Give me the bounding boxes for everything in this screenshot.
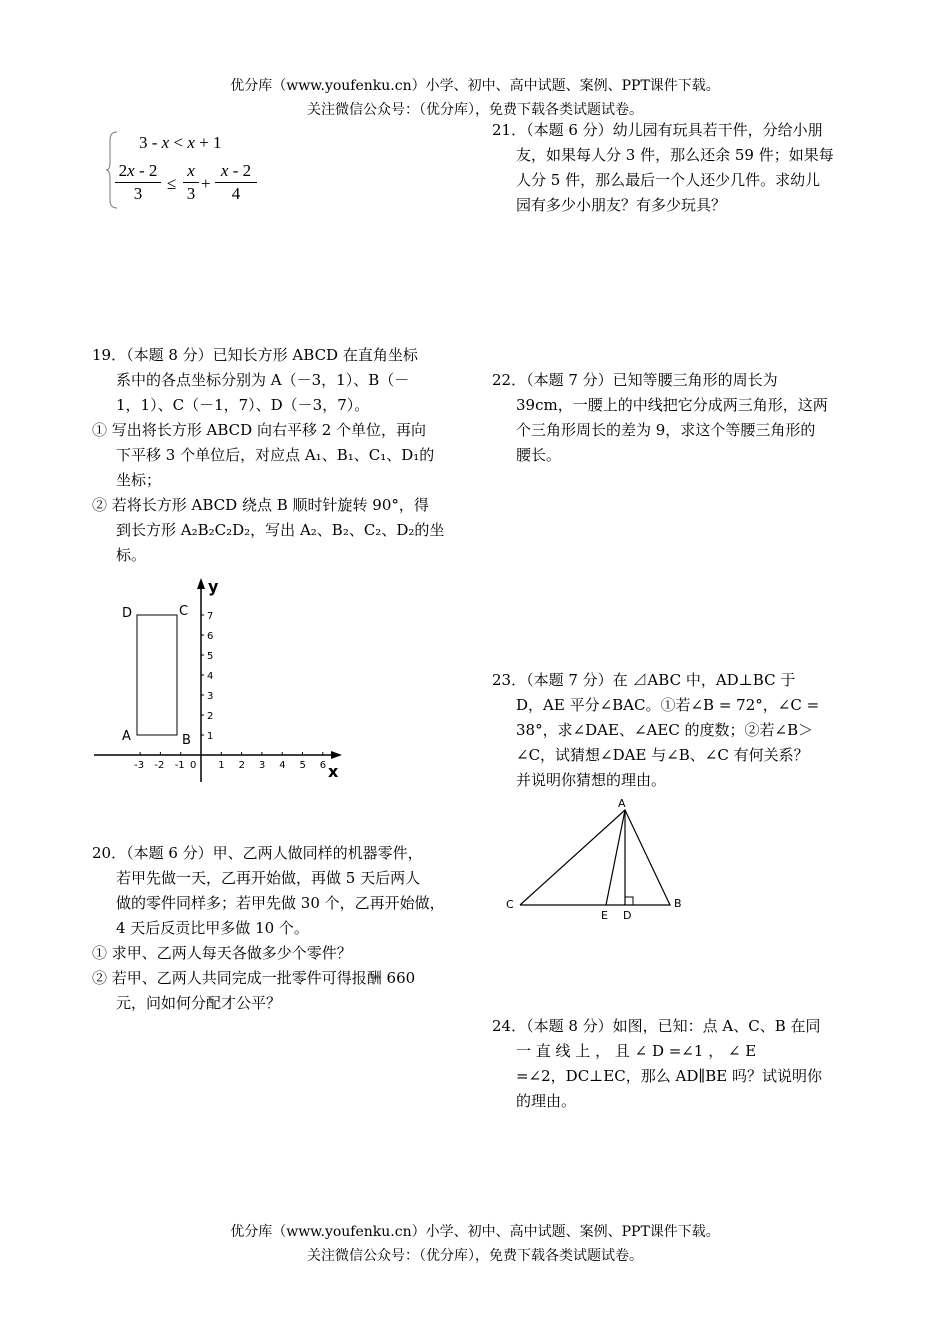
y-axis-label: y bbox=[208, 577, 219, 596]
triangle-figure bbox=[500, 795, 700, 925]
f1-denominator: 3 bbox=[133, 184, 143, 203]
point-label-c: C bbox=[179, 604, 189, 619]
point-label-e: E bbox=[601, 909, 608, 922]
inequality-line-1 bbox=[139, 130, 221, 155]
q20-part-1: ① 求甲、乙两人每天各做多少个零件？ bbox=[92, 944, 352, 962]
x-tick-label: 6 bbox=[319, 760, 327, 771]
x-tick-label: 1 bbox=[218, 760, 225, 771]
q21-line-2: 友，如果每人分 3 件，那么还余 59 件；如果每 bbox=[516, 146, 834, 164]
q20-line-3: 做的零件同样多；若甲先做 30 个，乙再开始做， bbox=[116, 894, 445, 912]
fraction-3 bbox=[215, 160, 257, 205]
point-label-d: D bbox=[122, 606, 133, 621]
q21-line-3: 人分 5 件，那么最后一个人还少几件。求幼儿 bbox=[516, 171, 821, 189]
coordinate-graph bbox=[90, 572, 350, 787]
plus-sign: + bbox=[201, 174, 211, 193]
eq1-var-2: x bbox=[187, 133, 195, 152]
x-tick-label: 2 bbox=[238, 760, 245, 771]
y-tick-label: 3 bbox=[207, 691, 214, 702]
eq1-less-than: < bbox=[173, 133, 184, 152]
leq-sign: ≤ bbox=[167, 174, 177, 193]
f1-var: x bbox=[127, 161, 135, 180]
q22-line-1: 22．（本题 7 分）已知等腰三角形的周长为 bbox=[492, 371, 778, 389]
eq1-right: + 1 bbox=[199, 133, 222, 152]
q23-line-3: 38°，求∠DAE、∠AEC 的度数；②若∠B＞ bbox=[516, 721, 814, 739]
q24-line-2: 一 直 线 上 ， 且 ∠ D =∠1 ， ∠ E bbox=[516, 1042, 757, 1060]
right-angle-mark bbox=[625, 897, 633, 905]
q22-line-2: 39cm，一腰上的中线把它分成两三角形，这两 bbox=[516, 396, 828, 414]
q24-line-3: =∠2，DC⊥EC，那么 AD∥BE 吗？试说明你 bbox=[516, 1067, 823, 1085]
q20-line-4: 4 天后反贡比甲多做 10 个。 bbox=[116, 919, 309, 937]
x-axis-label: x bbox=[328, 762, 339, 781]
page-footer-line-1: 优分库（www.youfenku.cn）小学、初中、高中试题、案例、PPT课件下载。 bbox=[230, 1224, 720, 1240]
x-tick-label: 5 bbox=[299, 760, 306, 771]
point-label-a: A bbox=[122, 729, 131, 744]
question-20 bbox=[92, 841, 462, 1016]
f2-denominator: 3 bbox=[186, 184, 196, 203]
f3-const: - 2 bbox=[232, 161, 252, 180]
question-23 bbox=[492, 668, 862, 793]
y-axis-arrow bbox=[197, 578, 205, 589]
y-tick-label: 1 bbox=[207, 731, 214, 742]
point-label-b: B bbox=[182, 733, 191, 748]
x-tick-label: -1 bbox=[174, 760, 185, 771]
eq1-left: 3 - bbox=[139, 133, 158, 152]
question-24 bbox=[492, 1014, 862, 1114]
page-header-line-2: 关注微信公众号：（优分库），免费下载各类试题试卷。 bbox=[307, 102, 643, 118]
y-tick-label: 5 bbox=[207, 651, 214, 662]
q23-line-1: 23．（本题 7 分）在 ⊿ABC 中，AD⊥BC 于 bbox=[492, 671, 796, 689]
question-21 bbox=[492, 118, 862, 218]
x-tick-label: -3 bbox=[134, 760, 145, 771]
question-22 bbox=[492, 368, 862, 468]
page-footer-line-2: 关注微信公众号：（优分库），免费下载各类试题试卷。 bbox=[307, 1248, 643, 1264]
q24-line-4: 的理由。 bbox=[516, 1092, 577, 1110]
x-tick-label: 4 bbox=[279, 760, 286, 771]
point-label-d: D bbox=[623, 909, 632, 922]
x-tick-label: 3 bbox=[258, 760, 266, 771]
x-tick-label: -2 bbox=[154, 760, 165, 771]
q19-part-1-line-3: 坐标； bbox=[116, 471, 162, 489]
q20-line-2: 若甲先做一天，乙再开始做，再做 5 天后两人 bbox=[116, 869, 421, 887]
vertex-label-b: B bbox=[674, 897, 682, 910]
x-axis-arrow bbox=[331, 751, 342, 759]
f3-var: x bbox=[220, 161, 229, 180]
q19-part-2-line-1: ② 若将长方形 ABCD 绕点 B 顺时针旋转 90°，得 bbox=[92, 496, 429, 514]
q24-line-1: 24．（本题 8 分）如图，已知：点 A、C、B 在同 bbox=[492, 1017, 821, 1035]
q22-line-3: 个三角形周长的差为 9，求这个等腰三角形的 bbox=[516, 421, 816, 439]
fraction-1 bbox=[115, 160, 161, 205]
y-tick-label: 6 bbox=[207, 631, 214, 642]
q20-line-1: 20．（本题 6 分）甲、乙两人做同样的机器零件， bbox=[92, 844, 423, 862]
y-tick-label: 4 bbox=[207, 671, 214, 682]
page-header-line-1: 优分库（www.youfenku.cn）小学、初中、高中试题、案例、PPT课件下载。 bbox=[230, 78, 720, 94]
f3-denominator: 4 bbox=[231, 184, 241, 203]
origin-label: 0 bbox=[190, 760, 197, 771]
y-tick-label: 7 bbox=[207, 611, 214, 622]
question-19 bbox=[92, 343, 462, 568]
q23-line-5: 并说明你猜想的理由。 bbox=[516, 771, 667, 789]
y-tick-label: 2 bbox=[207, 711, 214, 722]
f1-const: - 2 bbox=[138, 161, 158, 180]
q19-line-1: 19．（本题 8 分）已知长方形 ABCD 在直角坐标 bbox=[92, 346, 418, 364]
q19-line-3: 1，1）、C（－1，7）、D（－3，7）。 bbox=[116, 396, 370, 414]
f1-coef: 2 bbox=[118, 161, 128, 180]
q22-line-4: 腰长。 bbox=[516, 446, 562, 464]
q23-line-2: D，AE 平分∠BAC。①若∠B = 72°，∠C = bbox=[516, 696, 820, 714]
q20-part-2-line-1: ② 若甲、乙两人共同完成一批零件可得报酬 660 bbox=[92, 969, 416, 987]
q21-line-4: 园有多少小朋友？有多少玩具？ bbox=[516, 196, 727, 214]
f2-numerator: x bbox=[183, 160, 199, 183]
q19-part-1-line-2: 下平移 3 个单位后，对应点 A₁、B₁、C₁、D₁的 bbox=[116, 446, 435, 464]
q19-line-2: 系中的各点坐标分别为 A（－3，1）、B（－ bbox=[116, 371, 410, 389]
q19-part-1-line-1: ① 写出将长方形 ABCD 向右平移 2 个单位，再向 bbox=[92, 421, 427, 439]
triangle-abc bbox=[520, 810, 670, 905]
eq1-var: x bbox=[161, 133, 170, 152]
vertex-label-a: A bbox=[618, 797, 626, 810]
q19-part-2-line-3: 标。 bbox=[116, 546, 147, 564]
vertex-label-c: C bbox=[506, 898, 514, 911]
q19-part-2-line-2: 到长方形 A₂B₂C₂D₂，写出 A₂、B₂、C₂、D₂的坐 bbox=[116, 521, 445, 539]
q23-line-4: ∠C，试猜想∠DAE 与∠B、∠C 有何关系？ bbox=[516, 746, 809, 764]
q21-line-1: 21．（本题 6 分）幼儿园有玩具若干件，分给小朋 bbox=[492, 121, 823, 139]
fraction-2 bbox=[183, 160, 199, 205]
q20-part-2-line-2: 元，问如何分配才公平？ bbox=[116, 994, 282, 1012]
rectangle-abcd bbox=[137, 615, 177, 735]
inequality-system bbox=[105, 130, 285, 210]
y-ticks bbox=[201, 611, 213, 742]
